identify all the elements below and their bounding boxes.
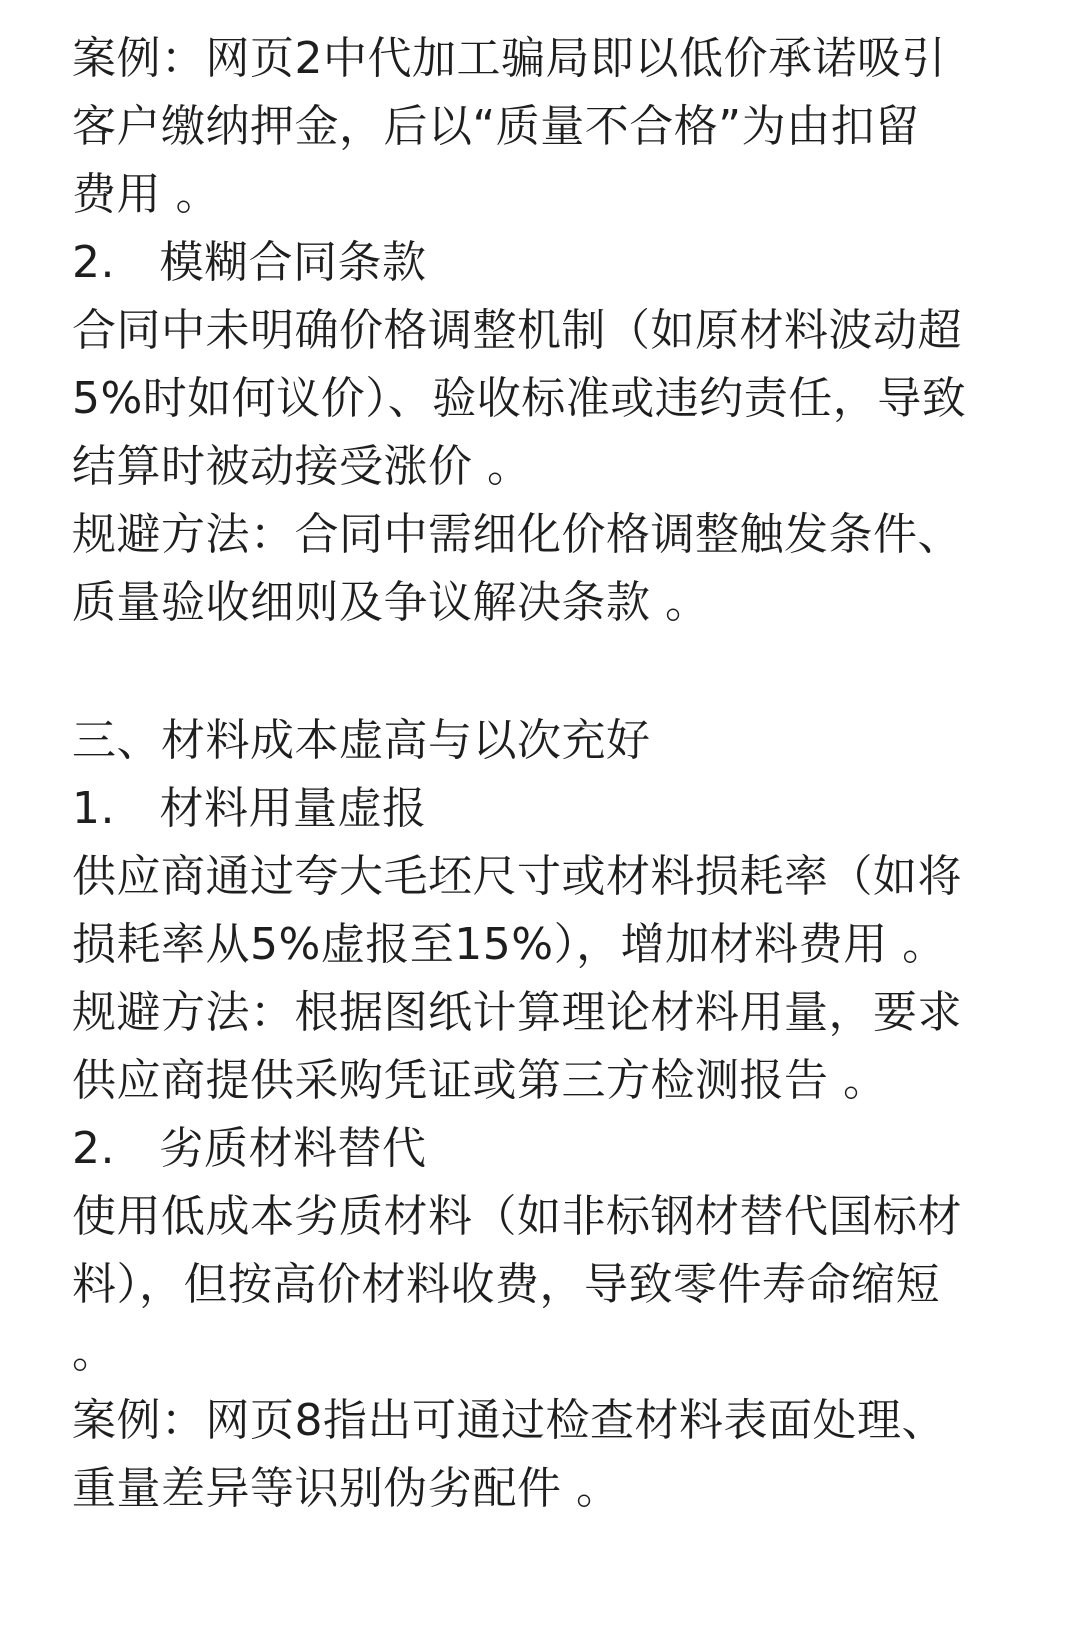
text-line: 规避方法：根据图纸计算理论材料用量，要求 <box>72 987 962 1038</box>
text-line: 结算时被动接受涨价 。 <box>72 441 532 492</box>
text-line: 案例：网页8指出可通过检查材料表面处理、 <box>72 1395 946 1446</box>
text-line: 料），但按高价材料收费，导致零件寿命缩短 <box>72 1259 940 1310</box>
text-line: 重量差异等识别伪劣配件 。 <box>72 1463 621 1514</box>
list-item-heading: 2. 模糊合同条款 <box>72 237 427 288</box>
list-item-heading: 2. 劣质材料替代 <box>72 1123 427 1174</box>
text-line: 5%时如何议价）、验收标准或违约责任，导致 <box>72 373 967 424</box>
text-line: 供应商通过夸大毛坯尺寸或材料损耗率（如将 <box>72 851 962 902</box>
text-line: 质量验收细则及争议解决条款 。 <box>72 577 710 628</box>
text-line: 客户缴纳押金，后以“质量不合格”为由扣留 <box>72 101 920 152</box>
text-line: 供应商提供采购凭证或第三方检测报告 。 <box>72 1055 888 1106</box>
section-heading: 三、材料成本虚高与以次充好 <box>72 715 651 766</box>
text-line: 使用低成本劣质材料（如非标钢材替代国标材 <box>72 1191 962 1242</box>
text-line: 案例：网页2中代加工骗局即以低价承诺吸引 <box>72 33 946 84</box>
text-line: 。 <box>72 1327 117 1378</box>
text-line: 合同中未明确价格调整机制（如原材料波动超 <box>72 305 962 356</box>
text-line: 费用 。 <box>72 169 220 220</box>
text-line: 损耗率从5%虚报至15%），增加材料费用 。 <box>72 919 947 970</box>
text-line: 规避方法：合同中需细化价格调整触发条件、 <box>72 509 962 560</box>
list-item-heading: 1. 材料用量虚报 <box>72 783 427 834</box>
